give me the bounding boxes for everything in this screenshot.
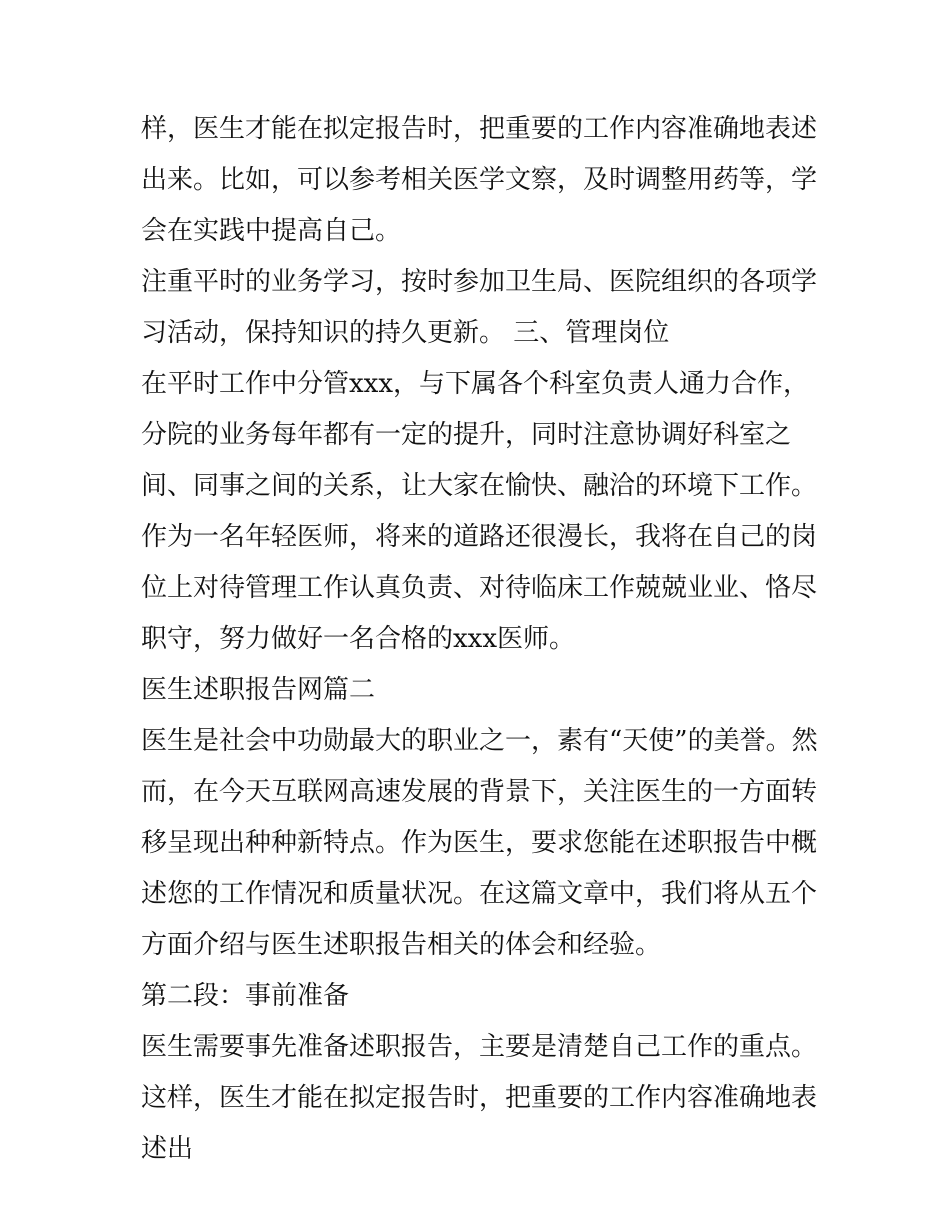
paragraph-management: 在平时工作中分管xxx，与下属各个科室负责人通力合作，分院的业务每年都有一定的提升，同时注意协调好科室之间、同事之间的关系，让大家在愉快、融洽的环境下工作。 [141, 369, 818, 501]
paragraph-commitment: 作为一名年轻医师，将来的道路还很漫长，我将在自己的岗位上对待管理工作认真负责、对待临床工作兢兢业业、恪尽职守，努力做好一名合格的xxx医师。 [141, 522, 818, 654]
document-body [141, 104, 821, 1175]
paragraph-study: 注重平时的业务学习，按时参加卫生局、医院组织的各项学习活动，保持知识的持久更新。 三、管理岗位 [141, 267, 818, 348]
section-heading-part-two: 医生述职报告网篇二 [141, 675, 376, 705]
paragraph-preparation: 医生需要事先准备述职报告，主要是清楚自己工作的重点。这样，医生才能在拟定报告时，把重要的工作内容准确地表述出 [141, 1032, 818, 1164]
paragraph-intro: 医生是社会中功勋最大的职业之一，素有“天使”的美誉。然而，在今天互联网高速发展的背景下，关注医生的一方面转移呈现出种种新特点。作为医生，要求您能在述职报告中概述您的工作情况和质量状况。在这篇文章中，我们将从五个方面介绍与医生述职报告相关的体会和经验。 [141, 726, 818, 960]
paragraph-continuation: 样，医生才能在拟定报告时，把重要的工作内容准确地表述出来。比如，可以参考相关医学文察，及时调整用药等，学会在实践中提高自己。 [141, 114, 818, 246]
section-heading-preparation: 第二段：事前准备 [141, 981, 350, 1011]
